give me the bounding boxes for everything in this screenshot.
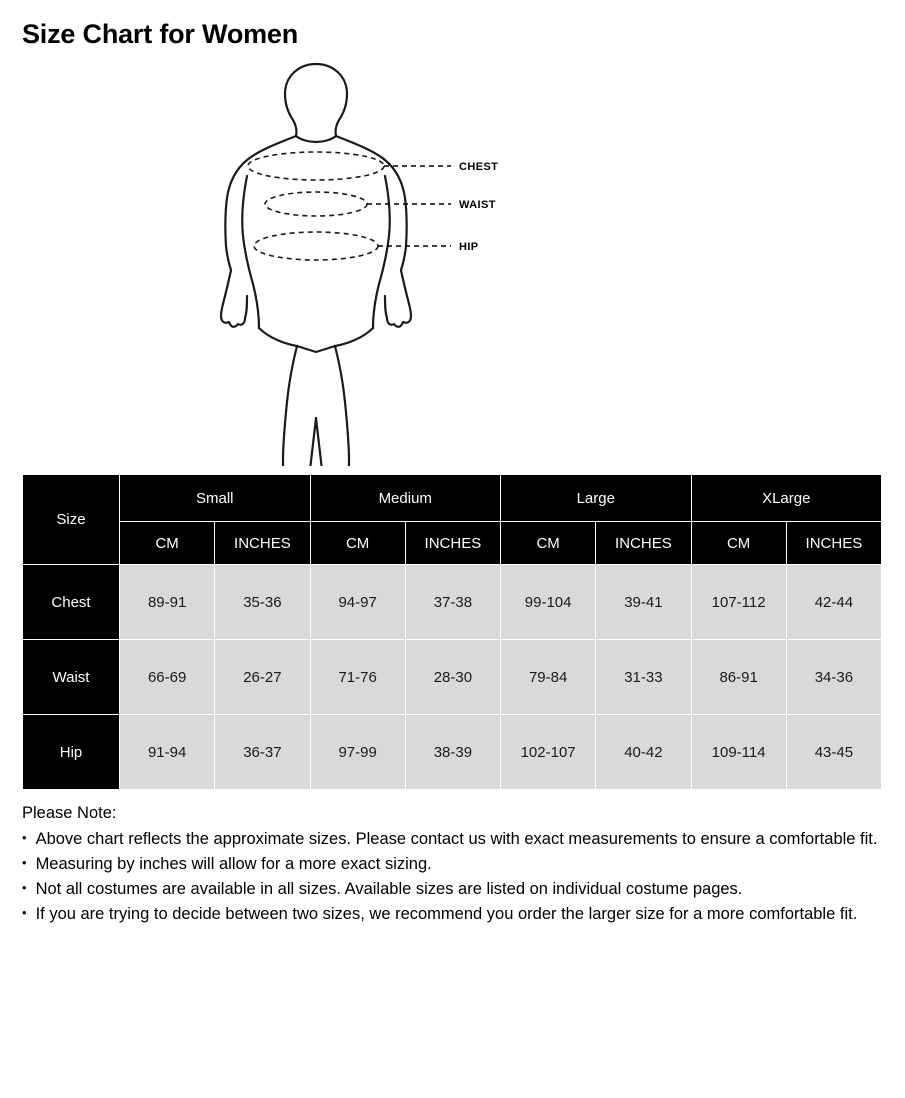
bullet-icon: • — [22, 880, 27, 896]
cell-waist-small-in: 26-27 — [215, 640, 310, 715]
waist-label: WAIST — [458, 199, 496, 212]
cell-waist-medium-cm: 71-76 — [310, 640, 405, 715]
female-body-outline-icon — [173, 56, 733, 466]
cell-chest-large-in: 39-41 — [596, 565, 691, 640]
body-diagram — [22, 56, 883, 468]
unit-header-cm-large: CM — [501, 522, 596, 565]
table-header-large: Large — [501, 475, 692, 522]
cell-waist-small-cm: 66-69 — [120, 640, 215, 715]
cell-waist-large-cm: 79-84 — [501, 640, 596, 715]
table-header-row-sizes — [23, 475, 882, 522]
unit-header-inches-xlarge: INCHES — [786, 522, 881, 565]
unit-header-inches-small: INCHES — [215, 522, 310, 565]
cell-hip-medium-in: 38-39 — [405, 715, 500, 790]
cell-chest-xlarge-in: 42-44 — [786, 565, 881, 640]
chest-label: CHEST — [458, 161, 498, 174]
row-label-waist: Waist — [23, 640, 120, 715]
table-row — [23, 565, 882, 640]
unit-header-inches-medium: INCHES — [405, 522, 500, 565]
bullet-icon: • — [22, 830, 27, 846]
note-text: Not all costumes are available in all sizes. Available sizes are listed on individual costume pages. — [35, 880, 743, 899]
note-text: Above chart reflects the approximate sizes. Please contact us with exact measurements to ensure a comfortable fit. — [35, 830, 878, 849]
table-row — [23, 640, 882, 715]
table-header-medium: Medium — [310, 475, 501, 522]
cell-hip-xlarge-cm: 109-114 — [691, 715, 786, 790]
table-header-xlarge: XLarge — [691, 475, 882, 522]
row-label-chest: Chest — [23, 565, 120, 640]
cell-chest-small-in: 35-36 — [215, 565, 310, 640]
note-text: Measuring by inches will allow for a more exact sizing. — [35, 855, 432, 874]
bullet-icon: • — [22, 855, 27, 871]
cell-hip-xlarge-in: 43-45 — [786, 715, 881, 790]
cell-chest-medium-in: 37-38 — [405, 565, 500, 640]
unit-header-cm-xlarge: CM — [691, 522, 786, 565]
list-item — [22, 828, 883, 852]
table-corner-size-label: Size — [23, 475, 120, 565]
cell-waist-xlarge-in: 34-36 — [786, 640, 881, 715]
list-item — [22, 903, 883, 927]
size-table — [22, 474, 882, 790]
waist-ellipse — [265, 192, 367, 216]
unit-header-cm-medium: CM — [310, 522, 405, 565]
cell-chest-large-cm: 99-104 — [501, 565, 596, 640]
size-chart-page — [0, 18, 905, 1098]
cell-chest-small-cm: 89-91 — [120, 565, 215, 640]
notes-heading: Please Note: — [22, 804, 117, 823]
hip-label: HIP — [458, 241, 479, 254]
cell-chest-xlarge-cm: 107-112 — [691, 565, 786, 640]
cell-hip-medium-cm: 97-99 — [310, 715, 405, 790]
notes-section — [22, 802, 883, 927]
cell-waist-large-in: 31-33 — [596, 640, 691, 715]
unit-header-inches-large: INCHES — [596, 522, 691, 565]
cell-waist-medium-in: 28-30 — [405, 640, 500, 715]
cell-hip-small-cm: 91-94 — [120, 715, 215, 790]
cell-waist-xlarge-cm: 86-91 — [691, 640, 786, 715]
list-item — [22, 878, 883, 902]
cell-hip-small-in: 36-37 — [215, 715, 310, 790]
row-label-hip: Hip — [23, 715, 120, 790]
cell-chest-medium-cm: 94-97 — [310, 565, 405, 640]
chest-ellipse — [248, 152, 384, 180]
cell-hip-large-cm: 102-107 — [501, 715, 596, 790]
page-title: Size Chart for Women — [22, 19, 299, 49]
table-header-row-units — [23, 522, 882, 565]
hip-ellipse — [254, 232, 378, 260]
note-text: If you are trying to decide between two sizes, we recommend you order the larger size for a more comfortable fit. — [35, 905, 858, 924]
table-row — [23, 715, 882, 790]
list-item — [22, 853, 883, 877]
bullet-icon: • — [22, 905, 27, 921]
unit-header-cm-small: CM — [120, 522, 215, 565]
cell-hip-large-in: 40-42 — [596, 715, 691, 790]
table-header-small: Small — [120, 475, 311, 522]
